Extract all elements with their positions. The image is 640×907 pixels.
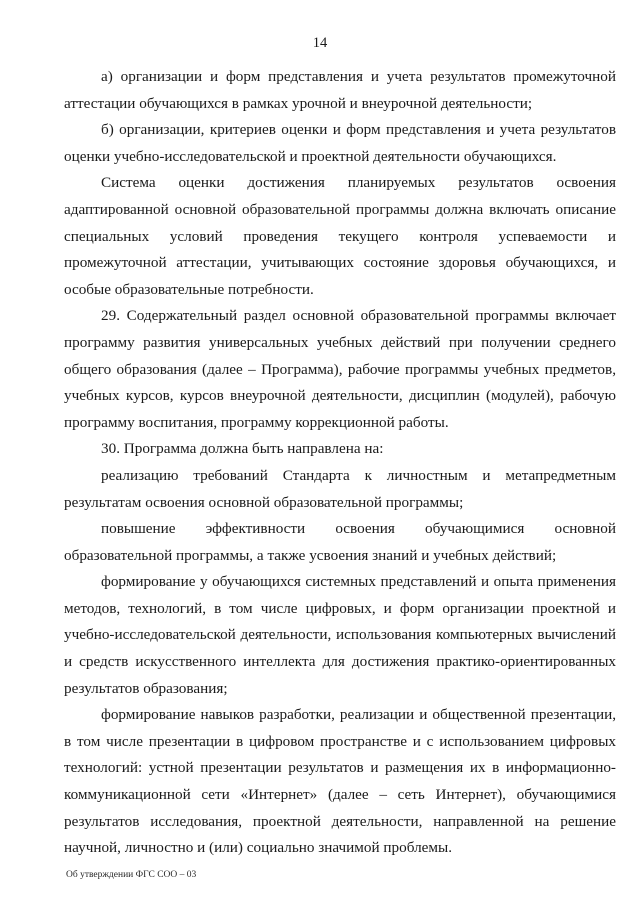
paragraph-presentation-skills: формирование навыков разработки, реализации и общественной презентации, в том числе презентации в цифровом пространстве и с использованием цифровых технологий: устной презентации результатов и размещения их в информационно-коммуникационной сети «Интернет» (далее – сеть Интернет), обучающимися результатов исследования, проектной деятельности, направленной на решение научной, личностно и (или) социально значимой проблемы. — [64, 706, 616, 857]
document-footer: Об утверждении ФГС СОО – 03 — [66, 870, 197, 880]
paragraph-efficiency-increase: повышение эффективности освоения обучающимися основной образовательной программы, а также усвоения знаний и учебных действий; — [64, 520, 616, 564]
paragraph-system-representations: формирование у обучающихся системных представлений и опыта применения методов, технологий, в том числе цифровых, и форм организации проектной и учебно-исследовательской деятельности, использования компьютерных вычислений и средств искусственного интеллекта для достижения практико-ориентированных результатов образования; — [64, 573, 616, 697]
paragraph-29-content-section: 29. Содержательный раздел основной образовательной программы включает программу развития универсальных учебных действий при получении среднего общего образования (далее – Программа), рабочие программы учебных предметов, учебных курсов, курсов внеурочной деятельности, дисциплин (модулей), рабочую программу воспитания, программу коррекционной работы. — [64, 307, 616, 431]
paragraph-a-interim-assessment: а) организации и форм представления и учета результатов промежуточной аттестации обучающихся в рамках урочной и внеурочной деятельности; — [64, 68, 616, 112]
paragraph-b-research-assessment: б) организации, критериев оценки и форм представления и учета результатов оценки учебно-исследовательской и проектной деятельности обучающихся. — [64, 121, 616, 165]
document-body — [64, 64, 616, 862]
paragraph-assessment-system: Система оценки достижения планируемых результатов освоения адаптированной основной образовательной программы должна включать описание специальных условий проведения текущего контроля успеваемости и промежуточной аттестации, учитывающих состояние здоровья обучающихся, и особые образовательные потребности. — [64, 174, 616, 298]
page-number: 14 — [312, 35, 328, 51]
paragraph-30-program-aims: 30. Программа должна быть направлена на: — [101, 440, 384, 458]
paragraph-standard-requirements: реализацию требований Стандарта к личностным и метапредметным результатам освоения основной образовательной программы; — [64, 466, 616, 511]
